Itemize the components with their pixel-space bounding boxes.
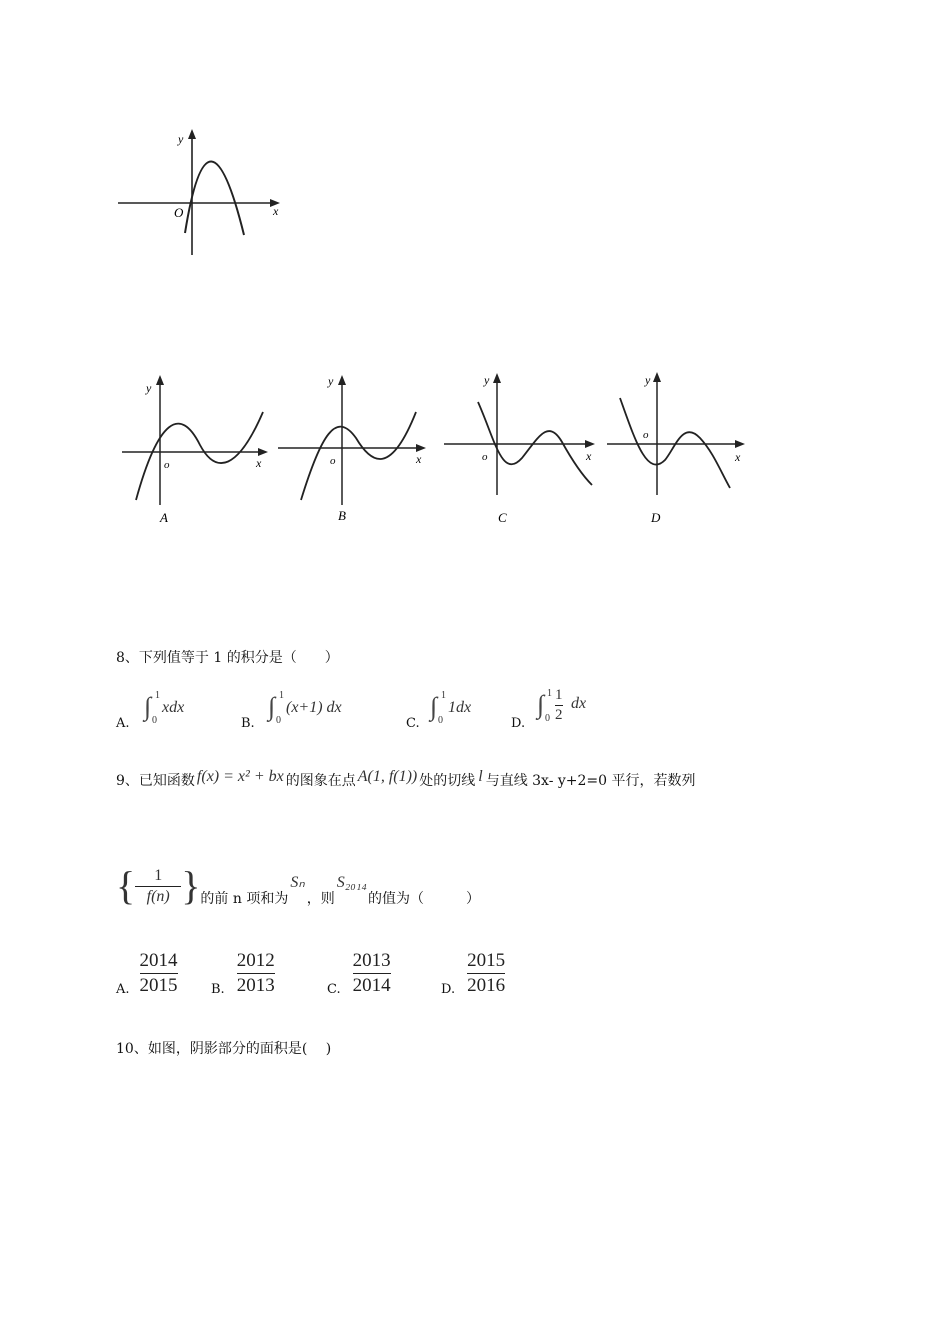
lower-limit: 0 bbox=[545, 713, 550, 724]
svg-text:x: x bbox=[735, 450, 741, 464]
fraction-numerator: 1 bbox=[555, 687, 563, 703]
svg-text:x: x bbox=[256, 456, 262, 470]
q9-mid2: 处的切线 bbox=[419, 773, 476, 789]
lower-limit: 0 bbox=[152, 715, 157, 726]
graph-option-d bbox=[605, 370, 755, 530]
integrand: 1dx bbox=[448, 699, 472, 716]
top-graph bbox=[110, 125, 295, 260]
svg-text:x: x bbox=[586, 449, 592, 463]
svg-text:o: o bbox=[164, 459, 170, 471]
q9-prefix: 9、已知函数 bbox=[116, 773, 195, 789]
integral-sign: ∫ bbox=[144, 692, 152, 721]
fraction-denominator: 2016 bbox=[467, 975, 506, 996]
integral-sign: ∫ bbox=[268, 692, 276, 721]
lower-limit: 0 bbox=[276, 715, 281, 726]
option-label: A. bbox=[116, 716, 130, 731]
integrand: (x+1) dx bbox=[286, 699, 342, 716]
svg-text:C: C bbox=[498, 510, 507, 525]
q9-text2a: 的前 n 项和为 bbox=[200, 891, 289, 907]
q9-line1 bbox=[116, 770, 696, 790]
svg-text:y: y bbox=[178, 132, 184, 146]
upper-limit: 1 bbox=[155, 690, 160, 701]
upper-limit: 1 bbox=[547, 688, 552, 699]
function-expression: f(x) = x² + bx bbox=[196, 768, 284, 785]
sequence-numerator: 1 bbox=[154, 866, 163, 884]
graph-option-b bbox=[276, 370, 436, 530]
sequence-denominator: f(n) bbox=[146, 887, 170, 905]
svg-text:o: o bbox=[330, 455, 336, 467]
option-label: C. bbox=[406, 716, 420, 731]
q9-text2b: ，则 bbox=[306, 891, 335, 907]
svg-text:o: o bbox=[643, 429, 649, 441]
option-label: D. bbox=[441, 982, 456, 997]
q9-option-c bbox=[327, 950, 391, 997]
option-label: B. bbox=[241, 716, 255, 731]
option-label: B. bbox=[211, 982, 225, 997]
graph-option-a bbox=[118, 370, 278, 530]
fraction-denominator: 2013 bbox=[236, 975, 275, 996]
upper-limit: 1 bbox=[441, 690, 446, 701]
tangent-point: A(1, f(1)) bbox=[357, 768, 418, 785]
q8-option-d bbox=[511, 683, 621, 731]
svg-text:x: x bbox=[416, 452, 422, 466]
integral-sign: ∫ bbox=[537, 690, 545, 719]
integrand: xdx bbox=[162, 699, 185, 716]
lower-limit: 0 bbox=[438, 715, 443, 726]
q9-option-d bbox=[441, 950, 505, 997]
curve bbox=[185, 161, 244, 235]
coefficient-fraction bbox=[555, 687, 563, 724]
option-label: A. bbox=[116, 982, 130, 997]
svg-text:B: B bbox=[338, 508, 346, 523]
q10-text: 10、如图，阴影部分的面积是( ) bbox=[116, 1041, 332, 1057]
svg-text:y: y bbox=[146, 381, 152, 395]
q9-mid3: 与直线 3x- y+2=0 平行，若数列 bbox=[485, 773, 696, 789]
svg-text:y: y bbox=[645, 373, 651, 387]
tangent-line-var: l bbox=[478, 768, 483, 785]
svg-text:x: x bbox=[273, 204, 279, 218]
q8-option-c bbox=[406, 690, 516, 730]
q8-option-b bbox=[241, 690, 381, 730]
svg-text:o: o bbox=[482, 451, 488, 463]
q9-text2c: 的值为（ ） bbox=[367, 891, 480, 907]
upper-limit: 1 bbox=[279, 690, 284, 701]
fraction-denominator: 2 bbox=[555, 707, 563, 723]
sum-2014: S₂₀₁₄ bbox=[336, 874, 367, 891]
svg-text:y: y bbox=[328, 374, 334, 388]
svg-text:y: y bbox=[484, 373, 490, 387]
q9-mid1: 的图象在点 bbox=[285, 773, 356, 789]
fraction-numerator: 2014 bbox=[139, 950, 178, 971]
fraction-denominator: 2014 bbox=[352, 975, 391, 996]
sequence-braces: { $\frac{1}{f(n)}$ } bbox=[116, 863, 201, 908]
option-label: C. bbox=[327, 982, 341, 997]
q9-line2 bbox=[116, 863, 480, 908]
svg-text:D: D bbox=[651, 510, 661, 525]
q8-text: 8、下列值等于 1 的积分是（ ） bbox=[116, 650, 339, 666]
fraction-numerator: 2015 bbox=[467, 950, 506, 971]
svg-text:O: O bbox=[174, 205, 184, 220]
integrand: dx bbox=[571, 695, 587, 712]
graph-option-c bbox=[440, 370, 605, 530]
fraction-numerator: 2013 bbox=[352, 950, 391, 971]
integral-sign: ∫ bbox=[430, 692, 438, 721]
q9-option-a bbox=[116, 950, 178, 997]
option-label: D. bbox=[511, 716, 526, 731]
q8-option-a bbox=[116, 690, 226, 730]
q9-option-b bbox=[211, 950, 275, 997]
svg-text:A: A bbox=[160, 510, 168, 525]
fraction-denominator: 2015 bbox=[139, 975, 178, 996]
partial-sum: Sₙ bbox=[290, 874, 305, 891]
fraction-numerator: 2012 bbox=[236, 950, 275, 971]
